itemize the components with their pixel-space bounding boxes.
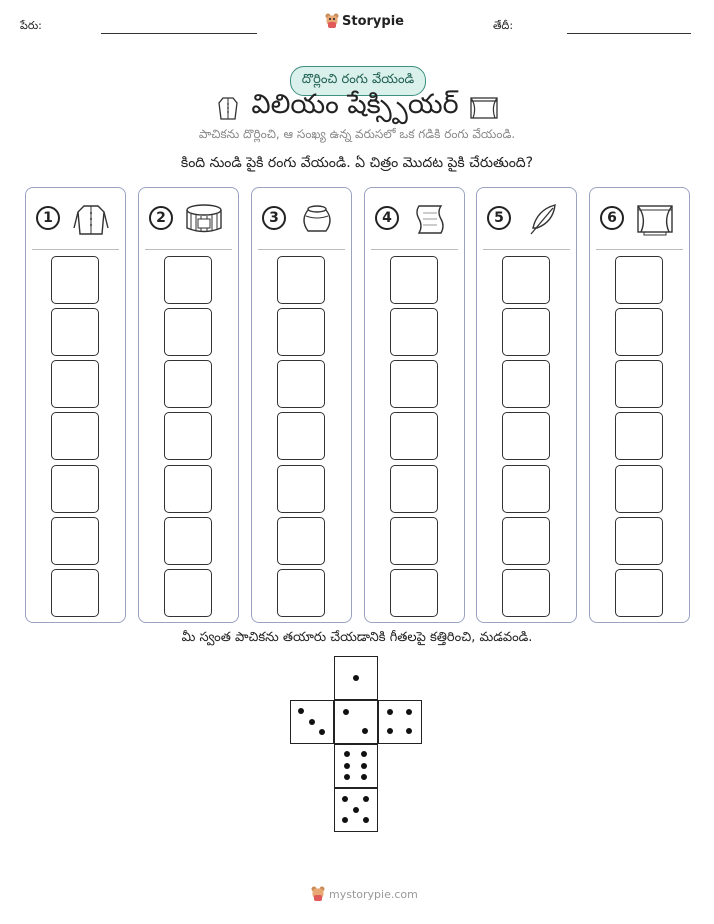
dice-pip [363,817,369,823]
column-number: 5 [487,206,511,230]
race-column-5 [476,187,577,623]
dice-pip [342,796,348,802]
column-number: 3 [262,206,286,230]
color-box[interactable] [615,465,663,513]
color-box[interactable] [390,256,438,304]
dice-pip [309,719,315,725]
globe-theatre-icon [185,202,223,236]
color-box[interactable] [502,412,550,460]
color-box[interactable] [51,517,99,565]
dice-pip [344,774,350,780]
color-box[interactable] [51,360,99,408]
dice-pip [353,675,359,681]
color-box[interactable] [164,517,212,565]
color-box[interactable] [502,465,550,513]
race-column-1 [25,187,126,623]
dice-pip [387,728,393,734]
color-box[interactable] [277,412,325,460]
dice-pip [344,763,350,769]
color-box[interactable] [51,412,99,460]
color-box[interactable] [502,360,550,408]
column-number: 1 [36,206,60,230]
brand-name: Storypie [342,13,404,29]
column-divider [145,249,232,250]
dice-pip [362,728,368,734]
color-box[interactable] [277,308,325,356]
color-box[interactable] [390,569,438,617]
color-box[interactable] [502,517,550,565]
dice-pip [361,763,367,769]
race-column-6 [589,187,690,623]
race-column-3 [251,187,352,623]
dice-pip [387,709,393,715]
dice-pip [343,709,349,715]
pot-icon [298,202,336,236]
dice-face-2 [334,700,378,744]
column-number: 4 [375,206,399,230]
bear-logo-icon [325,13,339,29]
color-box[interactable] [390,465,438,513]
column-number: 6 [600,206,624,230]
dice-pip [361,774,367,780]
dice-pip [406,728,412,734]
date-label: తేదీ: [493,19,514,32]
activity-badge: దొర్లించి రంగు వేయండి [290,66,426,96]
column-divider [258,249,345,250]
color-box[interactable] [390,360,438,408]
color-box[interactable] [615,360,663,408]
color-box[interactable] [164,308,212,356]
color-box[interactable] [502,308,550,356]
column-divider [371,249,458,250]
color-box[interactable] [615,256,663,304]
color-box[interactable] [502,569,550,617]
brand-logo [325,13,404,29]
race-column-4 [364,187,465,623]
dice-face-1 [334,656,378,700]
doublet-costume-icon [72,202,110,236]
color-box[interactable] [164,256,212,304]
color-box[interactable] [51,465,99,513]
dice-pip [298,708,304,714]
footer [311,886,418,902]
dice-face-5 [334,788,378,832]
color-box[interactable] [277,360,325,408]
color-box[interactable] [390,308,438,356]
color-box[interactable] [615,517,663,565]
color-box[interactable] [164,360,212,408]
color-box[interactable] [502,256,550,304]
dice-face-3 [290,700,334,744]
subtitle: పాచికను దొర్లించి, ఆ సంఖ్య ఉన్న వరుసలో ఒక గడికి రంగు వేయండి. [198,127,516,141]
color-box[interactable] [51,256,99,304]
dice-pip [353,807,359,813]
stage-curtain-icon [469,95,499,121]
bear-logo-icon [311,886,325,902]
color-box[interactable] [277,256,325,304]
scroll-icon [411,202,449,236]
footer-url: mystorypie.com [329,887,418,901]
column-divider [596,249,683,250]
color-box[interactable] [277,517,325,565]
dice-face-6 [334,744,378,788]
color-box[interactable] [277,569,325,617]
column-number: 2 [149,206,173,230]
color-box[interactable] [615,569,663,617]
dice-pip [361,751,367,757]
column-divider [483,249,570,250]
dice-pip [344,751,350,757]
color-box[interactable] [615,308,663,356]
color-box[interactable] [164,569,212,617]
color-box[interactable] [51,569,99,617]
dice-pip [363,796,369,802]
color-box[interactable] [390,517,438,565]
color-box[interactable] [164,412,212,460]
column-divider [32,249,119,250]
cut-instruction: మీ స్వంత పాచికను తయారు చేయడానికి గీతలపై కత్తిరించి, మడవండి. [181,630,533,645]
name-line[interactable] [101,33,257,34]
color-box[interactable] [615,412,663,460]
color-box[interactable] [164,465,212,513]
stage-curtain-icon [636,202,674,236]
dice-pip [406,709,412,715]
race-column-2 [138,187,239,623]
doublet-costume-icon [215,95,241,121]
dice-pip [342,817,348,823]
quill-feather-icon [523,202,561,236]
color-box[interactable] [51,308,99,356]
color-box[interactable] [390,412,438,460]
name-label: పేరు: [20,19,42,32]
date-line[interactable] [567,33,691,34]
dice-face-4 [378,700,422,744]
color-box[interactable] [277,465,325,513]
page-title-row [200,88,514,128]
instruction-text: కింది నుండి పైకి రంగు వేయండి. ఏ చిత్రం మొదట పైకి చేరుతుంది? [180,155,534,171]
page-title: విలియం షేక్స్పియర్ [251,89,459,120]
dice-pip [319,729,325,735]
